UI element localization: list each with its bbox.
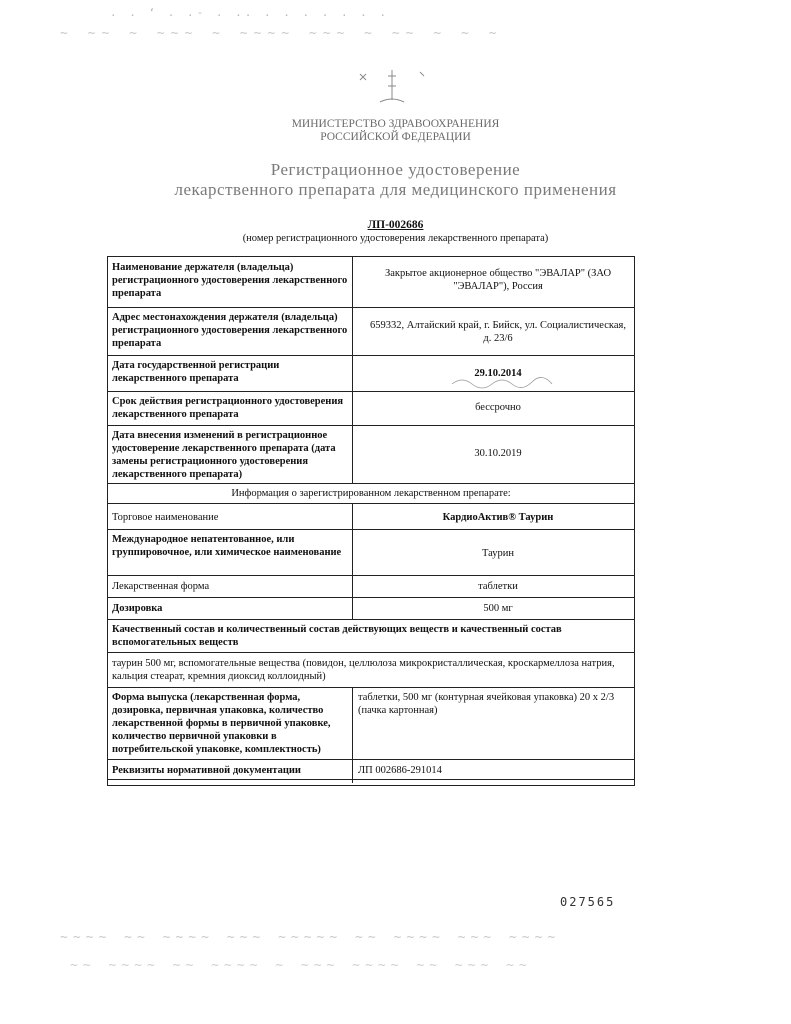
document-title-line1: Регистрационное удостоверение (270, 160, 521, 179)
registration-date-label: Дата государственной регистрации лекарственного препарата (112, 360, 280, 384)
signature-scribble-icon (450, 368, 560, 390)
product-info-header: Информация о зарегистрированном лекарственном препарате: (231, 488, 511, 499)
scan-noise-footer: ~~~~ ~~ ~~~~ ~~~ ~~~~~ ~~ ~~~~ ~~~ ~~~~ (60, 930, 561, 945)
scan-noise-top: . . ‘ . .- . .. . . . . . . . (110, 6, 390, 19)
composition-header: Качественный состав и количественный состав действующих веществ и качественный состав вспомогательных веществ (112, 624, 562, 648)
form-serial-number: 027565 (560, 895, 616, 909)
document-title-line2: лекарственного препарата для медицинского применения (174, 180, 617, 199)
holder-name-label: Наименование держателя (владельца) регистрационного удостоверения лекарственного препарата (112, 262, 348, 299)
ministry-name-line1: МИНИСТЕРСТВО ЗДРАВООХРАНЕНИЯ (291, 118, 500, 130)
release-form-value: таблетки, 500 мг (контурная ячейковая упаковка) 20 x 2/3 (пачка картонная) (358, 692, 615, 716)
normative-doc-label: Реквизиты нормативной документации (112, 765, 301, 776)
scan-noise-header: ~ ~~ ~ ~~~ ~ ~~~~ ~~~ ~ ~~ ~ ~ ~ (60, 26, 503, 41)
registration-table (107, 256, 635, 786)
validity-period-value: бессрочно (475, 402, 521, 413)
dosage-form-value: таблетки (478, 581, 518, 592)
amendment-date-label: Дата внесения изменений в регистрационное удостоверение лекарственного препарата (дата замены регистрационного удостоверения лекарственного препарата) (112, 430, 336, 480)
state-emblem-icon (340, 62, 450, 114)
dosage-value: 500 мг (483, 603, 513, 614)
ministry-name-line2: РОССИЙСКОЙ ФЕДЕРАЦИИ (320, 131, 471, 143)
holder-address-value: 659332, Алтайский край, г. Бийск, ул. Социалистическая, д. 23/6 (370, 320, 626, 344)
registration-date-value: 29.10.2014 (474, 368, 522, 379)
holder-name-value: Закрытое акционерное общество "ЭВАЛАР" (ЗАО "ЭВАЛАР"), Россия (384, 268, 612, 292)
trade-name-value: КардиоАктив® Таурин (442, 512, 554, 523)
scan-noise-footer-2: ~~ ~~~~ ~~ ~~~~ ~ ~~~ ~~~~ ~~ ~~~ ~~ (70, 958, 532, 973)
inn-label: Международное непатентованное, или группировочное, или химическое наименование (112, 534, 342, 558)
inn-value: Таурин (481, 548, 515, 559)
holder-address-label: Адрес местонахождения держателя (владельца) регистрационного удостоверения лекарственного препарата (112, 312, 348, 349)
dosage-label: Дозировка (112, 603, 163, 614)
registration-number: ЛП-002686 (367, 219, 424, 231)
release-form-label: Форма выпуска (лекарственная форма, дозировка, первичная упаковка, количество лекарственной формы в первичной упаковке, количество первичной упаковки в потребительской упаковке, комплектность) (112, 692, 331, 755)
validity-period-label: Срок действия регистрационного удостоверения лекарственного препарата (112, 396, 344, 420)
dosage-form-label: Лекарственная форма (112, 581, 210, 592)
composition-text: таурин 500 мг, вспомогательные вещества (повидон, целлюлоза микрокристаллическая, кроскармеллоза натрия, кальция стеарат, кремния диоксид коллоидный) (112, 658, 615, 682)
trade-name-label: Торговое наименование (112, 512, 219, 523)
registration-number-caption: (номер регистрационного удостоверения лекарственного препарата) (242, 233, 549, 244)
amendment-date-value: 30.10.2019 (474, 448, 522, 459)
normative-doc-value: ЛП 002686-291014 (358, 765, 442, 776)
